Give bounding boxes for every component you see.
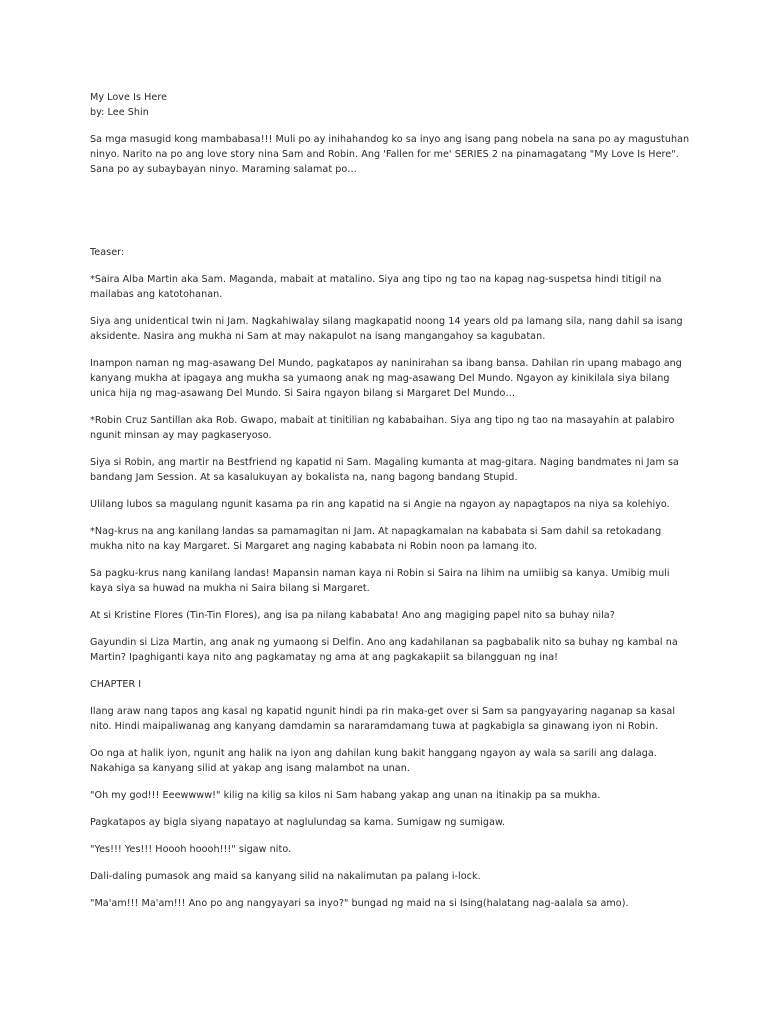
teaser-paragraph: At si Kristine Flores (Tin-Tin Flores), ang isa pa nilang kababata! Ano ang magiging papel nito sa buhay nila? (90, 610, 615, 621)
document-title: My Love Is Here (90, 92, 168, 103)
title-block (90, 90, 690, 120)
teaser-paragraph: *Saira Alba Martin aka Sam. Maganda, mabait at matalino. Siya ang tipo ng tao na kapag nag-suspetsa hindi titigil na mailabas ang katotohanan. (90, 274, 662, 300)
spacer (90, 189, 690, 245)
chapter-paragraph: "Oh my god!!! Eeewwww!" kilig na kilig sa kilos ni Sam habang yakap ang unan na itinakip pa sa mukha. (90, 790, 601, 801)
teaser-paragraph: *Nag-krus na ang kanilang landas sa pamamagitan ni Jam. At napagkamalan na kababata si Sam dahil sa retokadang mukha nito na kay Margaret. Si Margaret ang naging kababata ni Robin noon pa lamang ito. (90, 526, 662, 552)
teaser-paragraph: Siya ang unidentical twin ni Jam. Nagkahiwalay silang magkapatid noong 14 years old pa lamang sila, nang dahil sa isang aksidente. Nasira ang mukha ni Sam at may nakapulot na isang mangangahoy sa kagubatan. (90, 316, 683, 342)
document-author: by: Lee Shin (90, 107, 149, 118)
chapter-paragraph: Pagkatapos ay bigla siyang napatayo at naglulundag sa kama. Sumigaw ng sumigaw. (90, 817, 506, 828)
intro-paragraph: Sa mga masugid kong mambabasa!!! Muli po ay inihahandog ko sa inyo ang isang pang nobela na sana po ay magustuhan ninyo. Narito na po ang love story nina Sam and Robin. Ang 'Fallen for me' SERIES 2 na pinamagatang "My Love Is Here". Sana po ay subaybayan ninyo. Maraming salamat po… (90, 134, 690, 175)
teaser-paragraph: Inampon naman ng mag-asawang Del Mundo, pagkatapos ay naninirahan sa ibang bansa. Dahilan rin upang mabago ang kanyang mukha at ipagaya ang mukha sa yumaong anak ng mag-asawang Del Mundo. Ngayon ay kinikilala siya bilang unica hija ng mag-asawang Del Mundo. Si Saira ngayon bilang si Margaret Del Mundo… (90, 358, 682, 399)
teaser-paragraph: Sa pagku-krus nang kanilang landas! Mapansin naman kaya ni Robin si Saira na lihim na umiibig sa kanya. Umibig muli kaya siya sa huwad na mukha ni Saira bilang si Margaret. (90, 568, 670, 594)
teaser-paragraph: Ulilang lubos sa magulang ngunit kasama pa rin ang kapatid na si Angie na ngayon ay napagtapos na niya sa kolehiyo. (90, 499, 670, 510)
chapter-paragraph: "Ma'am!!! Ma'am!!! Ano po ang nangyayari sa inyo?" bungad ng maid na si Ising(halatang nag-aalala sa amo). (90, 898, 629, 909)
chapter-paragraph: Dali-daling pumasok ang maid sa kanyang silid na nakalimutan pa palang i-lock. (90, 871, 481, 882)
chapter-paragraph: Oo nga at halik iyon, ngunit ang halik na iyon ang dahilan kung bakit hanggang ngayon ay wala sa sarili ang dalaga. Nakahiga sa kanyang silid at yakap ang isang malambot na unan. (90, 748, 657, 774)
teaser-paragraph: Gayundin si Liza Martin, ang anak ng yumaong si Delfin. Ano ang kadahilanan sa pagbabalik nito sa buhay ng kambal na Martin? Ipaghiganti kaya nito ang pagkamatay ng ama at ang pagkakapiit sa bilangguan ng ina! (90, 637, 678, 663)
chapter-paragraph: "Yes!!! Yes!!! Hoooh hoooh!!!" sigaw nito. (90, 844, 292, 855)
teaser-paragraph: Siya si Robin, ang martir na Bestfriend ng kapatid ni Sam. Magaling kumanta at mag-gitara. Naging bandmates ni Jam sa bandang Jam Session. At sa kasalukuyan ay bokalista na, nang bagong bandang Stupid. (90, 457, 679, 483)
teaser-heading: Teaser: (90, 247, 125, 258)
chapter-paragraph: Ilang araw nang tapos ang kasal ng kapatid ngunit hindi pa rin maka-get over si Sam sa pangyayaring naganap sa kasal nito. Hindi maipaliwanag ang kanyang damdamin sa nararamdamang tuwa at pagkabigla sa ginawang iyon ni Robin. (90, 706, 676, 732)
document-page (90, 90, 690, 923)
chapter-heading: CHAPTER I (90, 679, 142, 690)
teaser-paragraph: *Robin Cruz Santillan aka Rob. Gwapo, mabait at tinitilian ng kababaihan. Siya ang tipo ng tao na masayahin at palabiro ngunit minsan ay may pagkaseryoso. (90, 415, 675, 441)
